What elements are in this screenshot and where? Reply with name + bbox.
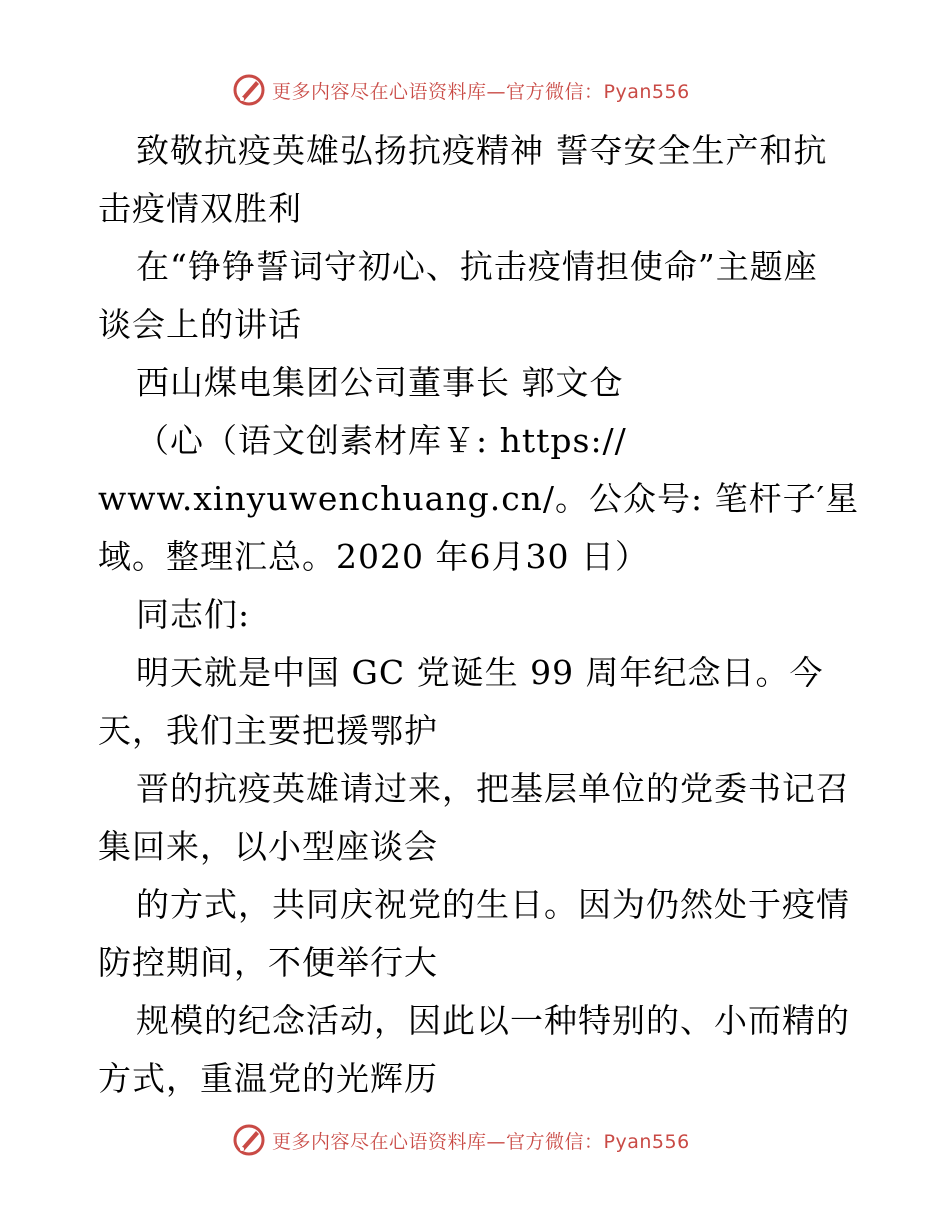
source-line-1: （心（语文创素材库￥: https://: [136, 421, 627, 460]
footer-watermark: [232, 1122, 732, 1158]
document-body: [98, 122, 858, 1108]
source-line-2: www.xinyuwenchuang.cn/。公众号: 笔杆子′星: [98, 479, 860, 518]
title-line-1: 致敬抗疫英雄弘扬抗疫精神 誓夺安全生产和抗: [136, 131, 828, 170]
title-line-2: 击疫情双胜利: [98, 189, 302, 228]
paragraph-2-line-1: 晋的抗疫英雄请过来，把基层单位的党委书记召: [136, 769, 850, 808]
source-line-3: 域。整理汇总。2020 年6月30 日）: [98, 537, 649, 576]
paragraph-2-line-2: 集回来，以小型座谈会: [98, 827, 438, 866]
paragraph-3-line-2: 防控期间，不便举行大: [98, 943, 438, 982]
paragraph-4-line-1: 规模的纪念活动，因此以一种特别的、小而精的: [136, 1001, 850, 1040]
subtitle-line-2: 谈会上的讲话: [98, 305, 302, 344]
watermark-text: 更多内容尽在心语资料库—官方微信：Pyan556: [272, 1130, 690, 1153]
paragraph-4-line-2: 方式，重温党的光辉历: [98, 1059, 438, 1098]
paragraph-3-line-1: 的方式，共同庆祝党的生日。因为仍然处于疫情: [136, 885, 850, 924]
header-watermark: [232, 72, 732, 108]
watermark-text: 更多内容尽在心语资料库—官方微信：Pyan556: [272, 80, 690, 103]
paragraph-1-line-1: 明天就是中国 GC 党诞生 99 周年纪念日。今: [136, 653, 824, 692]
pen-circle-logo-icon: [232, 1123, 266, 1157]
paragraph-1-line-2: 天，我们主要把援鄂护: [98, 711, 438, 750]
pen-circle-logo-icon: [232, 73, 266, 107]
subtitle-line-1: 在“铮铮誓词守初心、抗击疫情担使命”主题座: [136, 247, 818, 286]
author-line: 西山煤电集团公司董事长 郭文仓: [136, 363, 624, 402]
greeting: 同志们:: [136, 595, 251, 634]
